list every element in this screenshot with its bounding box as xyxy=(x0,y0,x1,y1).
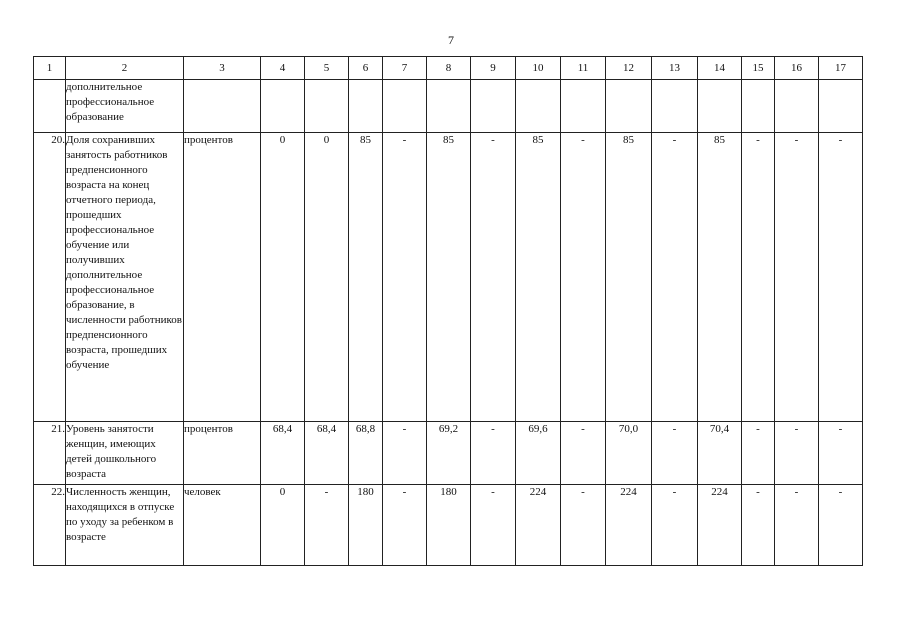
value-cell-col-16 xyxy=(775,80,819,133)
table-row xyxy=(34,133,863,422)
column-header-15: 15 xyxy=(742,57,775,80)
value-cell-col-13 xyxy=(652,80,698,133)
column-header-7: 7 xyxy=(383,57,427,80)
value-cell-col-10: 85 xyxy=(516,133,561,422)
value-cell-col-17: - xyxy=(819,422,863,485)
unit-of-measure xyxy=(184,80,261,133)
column-header-17: 17 xyxy=(819,57,863,80)
value-cell-col-6 xyxy=(349,80,383,133)
value-cell-col-8: 85 xyxy=(427,133,471,422)
column-header-9: 9 xyxy=(471,57,516,80)
value-cell-col-14 xyxy=(698,80,742,133)
value-cell-col-17: - xyxy=(819,485,863,566)
value-cell-col-11: - xyxy=(561,133,606,422)
value-cell-col-7 xyxy=(383,80,427,133)
value-cell-col-13: - xyxy=(652,133,698,422)
value-cell-col-5: 0 xyxy=(305,133,349,422)
row-number xyxy=(34,80,66,133)
value-cell-col-9: - xyxy=(471,133,516,422)
row-number: 22. xyxy=(34,485,66,566)
value-cell-col-9: - xyxy=(471,485,516,566)
column-header-8: 8 xyxy=(427,57,471,80)
indicator-name: Доля сохранивших занятость работников предпенсионного возраста на конец отчетного периода, прошедших профессиональное обучение или получивших дополнительное профессиональное образование, в численности работников предпенсионного возраста, прошедших обучение xyxy=(66,133,184,422)
unit-of-measure: процентов xyxy=(184,422,261,485)
value-cell-col-12 xyxy=(606,80,652,133)
value-cell-col-14: 224 xyxy=(698,485,742,566)
value-cell-col-6: 180 xyxy=(349,485,383,566)
value-cell-col-15: - xyxy=(742,133,775,422)
value-cell-col-13: - xyxy=(652,485,698,566)
row-number: 20. xyxy=(34,133,66,422)
value-cell-col-4 xyxy=(261,80,305,133)
value-cell-col-12: 70,0 xyxy=(606,422,652,485)
value-cell-col-8: 69,2 xyxy=(427,422,471,485)
value-cell-col-14: 70,4 xyxy=(698,422,742,485)
value-cell-col-12: 85 xyxy=(606,133,652,422)
value-cell-col-9 xyxy=(471,80,516,133)
table-body xyxy=(34,80,863,566)
value-cell-col-7: - xyxy=(383,485,427,566)
value-cell-col-10 xyxy=(516,80,561,133)
value-cell-col-10: 224 xyxy=(516,485,561,566)
value-cell-col-17: - xyxy=(819,133,863,422)
indicator-name: Уровень занятости женщин, имеющих детей дошкольного возраста xyxy=(66,422,184,485)
value-cell-col-11: - xyxy=(561,422,606,485)
value-cell-col-11 xyxy=(561,80,606,133)
unit-of-measure: процентов xyxy=(184,133,261,422)
value-cell-col-6: 68,8 xyxy=(349,422,383,485)
column-header-12: 12 xyxy=(606,57,652,80)
indicators-table xyxy=(33,56,863,566)
value-cell-col-16: - xyxy=(775,485,819,566)
table-row xyxy=(34,485,863,566)
value-cell-col-14: 85 xyxy=(698,133,742,422)
column-header-2: 2 xyxy=(66,57,184,80)
table-row xyxy=(34,422,863,485)
value-cell-col-4: 0 xyxy=(261,485,305,566)
column-header-14: 14 xyxy=(698,57,742,80)
value-cell-col-10: 69,6 xyxy=(516,422,561,485)
value-cell-col-9: - xyxy=(471,422,516,485)
indicator-name: дополнительное профессиональное образование xyxy=(66,80,184,133)
value-cell-col-6: 85 xyxy=(349,133,383,422)
indicator-name: Численность женщин, находящихся в отпуске по уходу за ребенком в возрасте xyxy=(66,485,184,566)
value-cell-col-11: - xyxy=(561,485,606,566)
value-cell-col-15: - xyxy=(742,422,775,485)
unit-of-measure: человек xyxy=(184,485,261,566)
value-cell-col-12: 224 xyxy=(606,485,652,566)
value-cell-col-8: 180 xyxy=(427,485,471,566)
column-header-6: 6 xyxy=(349,57,383,80)
value-cell-col-17 xyxy=(819,80,863,133)
value-cell-col-5 xyxy=(305,80,349,133)
value-cell-col-16: - xyxy=(775,133,819,422)
table-row xyxy=(34,80,863,133)
value-cell-col-4: 0 xyxy=(261,133,305,422)
value-cell-col-13: - xyxy=(652,422,698,485)
page-number: 7 xyxy=(448,33,454,47)
column-header-5: 5 xyxy=(305,57,349,80)
value-cell-col-7: - xyxy=(383,133,427,422)
column-header-10: 10 xyxy=(516,57,561,80)
column-header-13: 13 xyxy=(652,57,698,80)
value-cell-col-5: 68,4 xyxy=(305,422,349,485)
column-header-3: 3 xyxy=(184,57,261,80)
column-header-11: 11 xyxy=(561,57,606,80)
value-cell-col-5: - xyxy=(305,485,349,566)
row-number: 21. xyxy=(34,422,66,485)
value-cell-col-4: 68,4 xyxy=(261,422,305,485)
value-cell-col-15 xyxy=(742,80,775,133)
column-header-1: 1 xyxy=(34,57,66,80)
column-header-16: 16 xyxy=(775,57,819,80)
value-cell-col-8 xyxy=(427,80,471,133)
value-cell-col-15: - xyxy=(742,485,775,566)
value-cell-col-16: - xyxy=(775,422,819,485)
column-header-4: 4 xyxy=(261,57,305,80)
value-cell-col-7: - xyxy=(383,422,427,485)
header-row xyxy=(34,57,863,80)
